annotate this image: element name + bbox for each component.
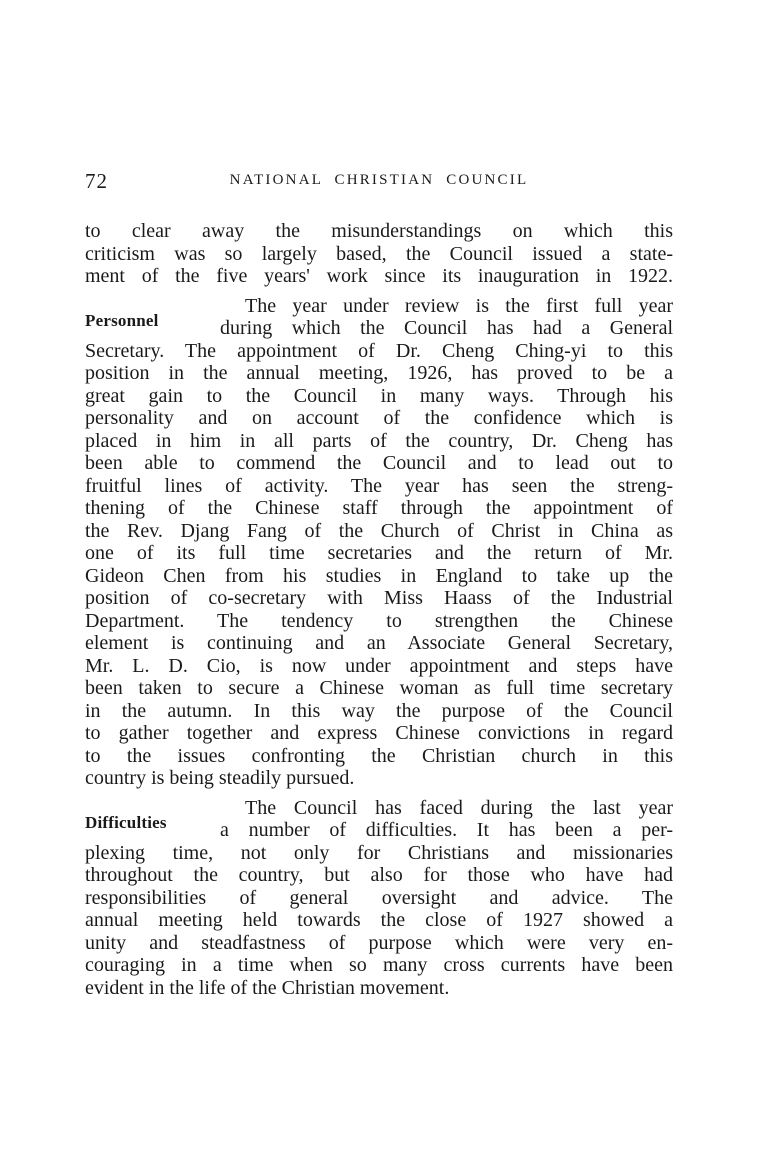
text-line: a number of difficulties. It has been a per- (220, 819, 673, 841)
text-line: responsibilities of general oversight and advice. The (85, 886, 673, 909)
text-line: throughout the country, but also for those who have had (85, 864, 673, 886)
text-line: Department. The tendency to strengthen the Chinese (85, 609, 673, 632)
body-text (85, 220, 673, 999)
text-line: during which the Council has had a General (220, 317, 673, 339)
text-line: placed in him in all parts of the country, Dr. Cheng has (85, 429, 673, 452)
text-line: The year under review is the first full year (245, 294, 673, 317)
paragraph (85, 797, 673, 1000)
running-header-title: NATIONAL CHRISTIAN COUNCIL (229, 172, 529, 188)
text-line: position of co-secretary with Miss Haass of the Industrial (85, 587, 673, 609)
text-line: Mr. L. D. Cio, is now under appointment and steps have (85, 654, 673, 677)
text-line: the Rev. Djang Fang of the Church of Christ in China as (85, 519, 673, 542)
text-line: The Council has faced during the last year (245, 796, 673, 819)
text-line: country is being steadily pursued. (85, 767, 355, 789)
text-line: to gather together and express Chinese convictions in regard (85, 722, 673, 744)
paragraph (85, 220, 673, 288)
text-line: to the issues confronting the Christian church in this (85, 744, 673, 767)
paragraph (85, 295, 673, 790)
text-line: great gain to the Council in many ways. Through his (85, 384, 673, 407)
text-line: ment of the five years' work since its inauguration in 1922. (85, 265, 673, 287)
margin-note: Personnel (85, 310, 159, 330)
text-line: fruitful lines of activity. The year has seen the streng- (85, 474, 673, 497)
margin-note: Difficulties (85, 812, 167, 832)
text-line: position in the annual meeting, 1926, has proved to be a (85, 362, 673, 384)
text-line: evident in the life of the Christian movement. (85, 976, 450, 999)
text-line: annual meeting held towards the close of 1927 showed a (85, 909, 673, 931)
text-line: thening of the Chinese staff through the appointment of (85, 497, 673, 519)
text-line: one of its full time secretaries and the return of Mr. (85, 542, 673, 564)
text-line: been taken to secure a Chinese woman as full time secretary (85, 677, 673, 699)
text-line: Gideon Chen from his studies in England to take up the (85, 564, 673, 587)
text-line: couraging in a time when so many cross currents have been (85, 954, 673, 976)
text-line: element is continuing and an Associate General Secretary, (85, 632, 673, 654)
text-line: in the autumn. In this way the purpose of the Council (85, 699, 673, 722)
page-number: 72 (85, 169, 108, 193)
text-line: to clear away the misunderstandings on which this (85, 220, 673, 242)
page-header (85, 169, 673, 195)
text-line: Secretary. The appointment of Dr. Cheng Ching-yi to this (85, 339, 673, 362)
text-line: criticism was so largely based, the Council issued a state- (85, 242, 673, 265)
text-line: plexing time, not only for Christians and missionaries (85, 841, 673, 864)
text-line: personality and on account of the confidence which is (85, 407, 673, 429)
text-line: been able to commend the Council and to lead out to (85, 452, 673, 474)
text-line: unity and steadfastness of purpose which were very en- (85, 931, 673, 954)
